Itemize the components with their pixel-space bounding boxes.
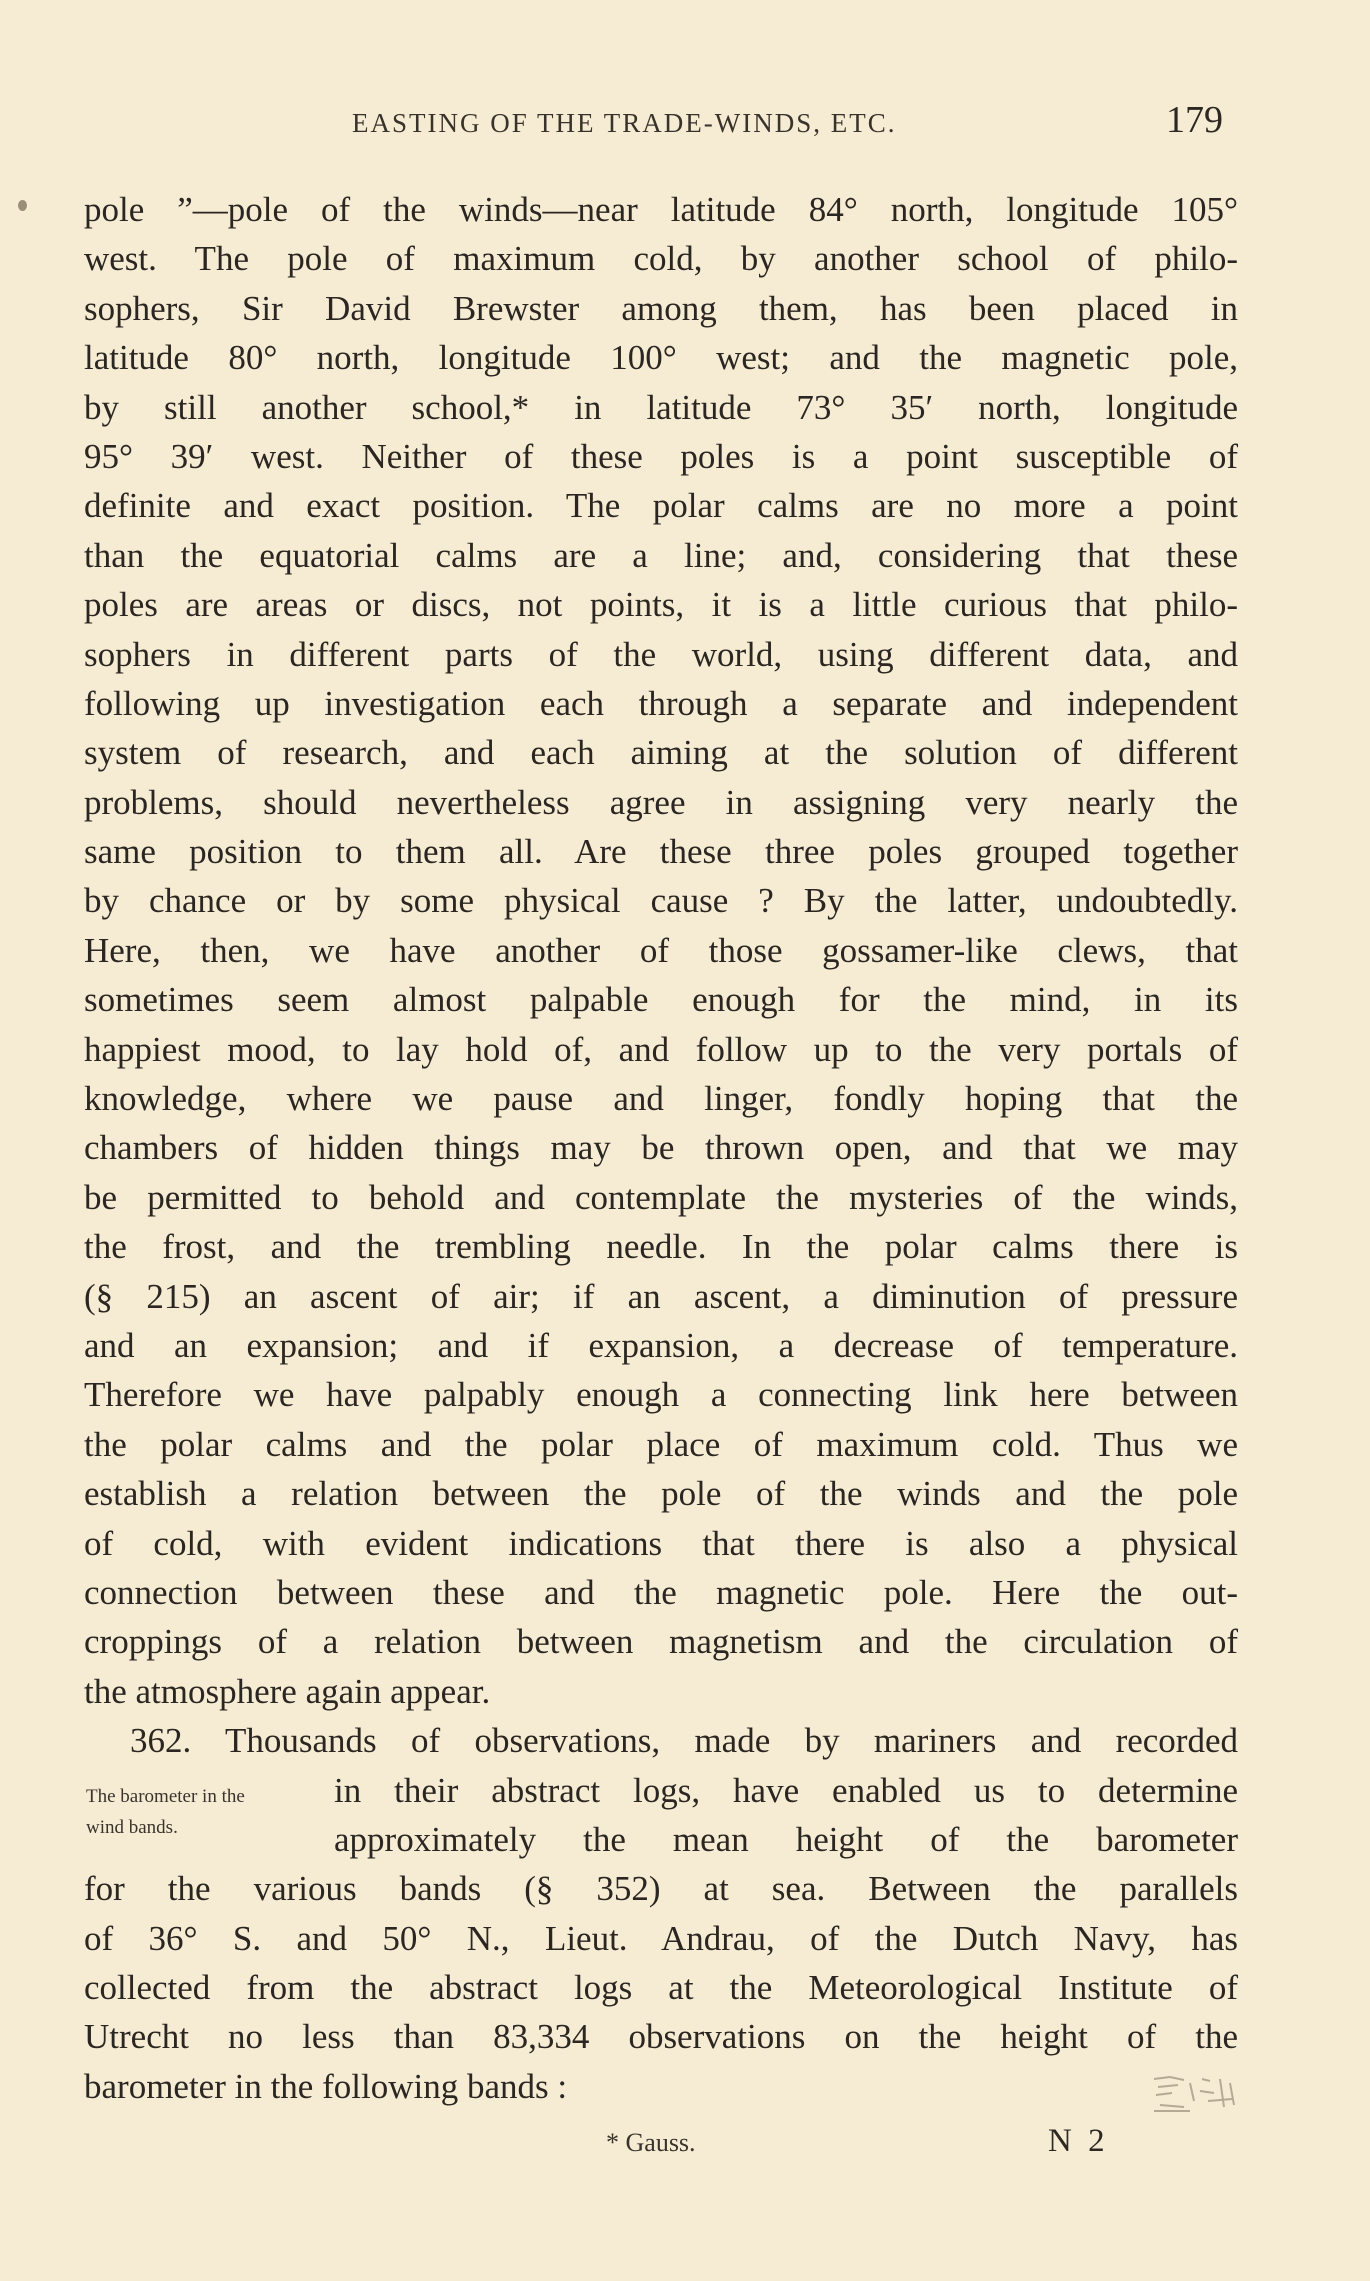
text-line: and an expansion; and if expansion, a decrease of temperature.: [84, 1325, 1238, 1365]
text-line: croppings of a relation between magnetism and the circulation of: [84, 1622, 1238, 1662]
sidenote-line-2: wind bands.: [86, 1817, 178, 1838]
text-line: definite and exact position. The polar calms are no more a point: [84, 486, 1238, 526]
text-line: Therefore we have palpably enough a connecting link here between: [84, 1375, 1238, 1415]
text-line: of 36° S. and 50° N., Lieut. Andrau, of the Dutch Navy, has: [84, 1918, 1238, 1958]
text-line: west. The pole of maximum cold, by another school of philo-: [84, 239, 1238, 279]
text-line: by chance or by some physical cause ? By the latter, undoubtedly.: [84, 881, 1238, 921]
text-line: 95° 39′ west. Neither of these poles is a point susceptible of: [84, 436, 1238, 476]
page-number: 179: [1166, 99, 1223, 141]
text-line: the frost, and the trembling needle. In the polar calms there is: [84, 1227, 1238, 1267]
text-line: same position to them all. Are these three poles grouped together: [84, 832, 1238, 872]
text-line: than the equatorial calms are a line; and, considering that these: [84, 535, 1238, 575]
text-line: knowledge, where we pause and linger, fondly hoping that the: [84, 1079, 1238, 1119]
text-line: of cold, with evident indications that there is also a physical: [84, 1523, 1238, 1563]
footnote: * Gauss.: [606, 2128, 696, 2157]
library-stamp-mark: [1150, 2071, 1240, 2115]
text-line: sophers in different parts of the world, using different data, and: [84, 634, 1238, 674]
text-line: in their abstract logs, have enabled us to determine: [334, 1770, 1238, 1810]
running-title: EASTING OF THE TRADE-WINDS, ETC.: [352, 108, 897, 138]
text-line: be permitted to behold and contemplate the mysteries of the winds,: [84, 1177, 1238, 1217]
text-line: establish a relation between the pole of the winds and the pole: [84, 1474, 1238, 1514]
paragraph-end-line: barometer in the following bands :: [84, 2066, 568, 2106]
text-line: happiest mood, to lay hold of, and follow up to the very portals of: [84, 1029, 1238, 1069]
text-line: sometimes seem almost palpable enough for the mind, in its: [84, 980, 1238, 1020]
text-line: pole ”—pole of the winds—near latitude 84° north, longitude 105°: [84, 190, 1238, 229]
text-line: poles are areas or discs, not points, it is a little curious that philo-: [84, 585, 1238, 625]
text-line: by still another school,* in latitude 73° 35′ north, longitude: [84, 387, 1238, 427]
text-line: connection between these and the magnetic pole. Here the out-: [84, 1572, 1238, 1612]
text-line: Here, then, we have another of those gossamer-like clews, that: [84, 930, 1238, 970]
text-line: for the various bands (§ 352) at sea. Between the parallels: [84, 1869, 1238, 1909]
text-line: (§ 215) an ascent of air; if an ascent, a diminution of pressure: [84, 1276, 1238, 1316]
text-line: collected from the abstract logs at the Meteorological Institute of: [84, 1968, 1238, 2008]
body-text: [84, 185, 1238, 2111]
signature-mark: N 2: [1048, 2123, 1109, 2159]
text-line: approximately the mean height of the barometer: [334, 1819, 1238, 1859]
text-line: system of research, and each aiming at the solution of different: [84, 733, 1238, 773]
paragraph-end-line: the atmosphere again appear.: [84, 1671, 491, 1711]
text-line: problems, should nevertheless agree in assigning very nearly the: [84, 782, 1238, 822]
section-362-start: 362. Thousands of observations, made by mariners and recorded: [130, 1721, 1238, 1761]
text-line: the polar calms and the polar place of maximum cold. Thus we: [84, 1424, 1238, 1464]
text-line: sophers, Sir David Brewster among them, has been placed in: [84, 288, 1238, 328]
text-line: following up investigation each through a separate and independent: [84, 683, 1238, 723]
sidenote-line-1: The barometer in the: [86, 1786, 245, 1807]
text-line: latitude 80° north, longitude 100° west; and the magnetic pole,: [84, 338, 1238, 378]
text-line: Utrecht no less than 83,334 observations on the height of the: [84, 2017, 1238, 2057]
text-line: chambers of hidden things may be thrown open, and that we may: [84, 1128, 1238, 1168]
ink-speck: [18, 200, 27, 211]
